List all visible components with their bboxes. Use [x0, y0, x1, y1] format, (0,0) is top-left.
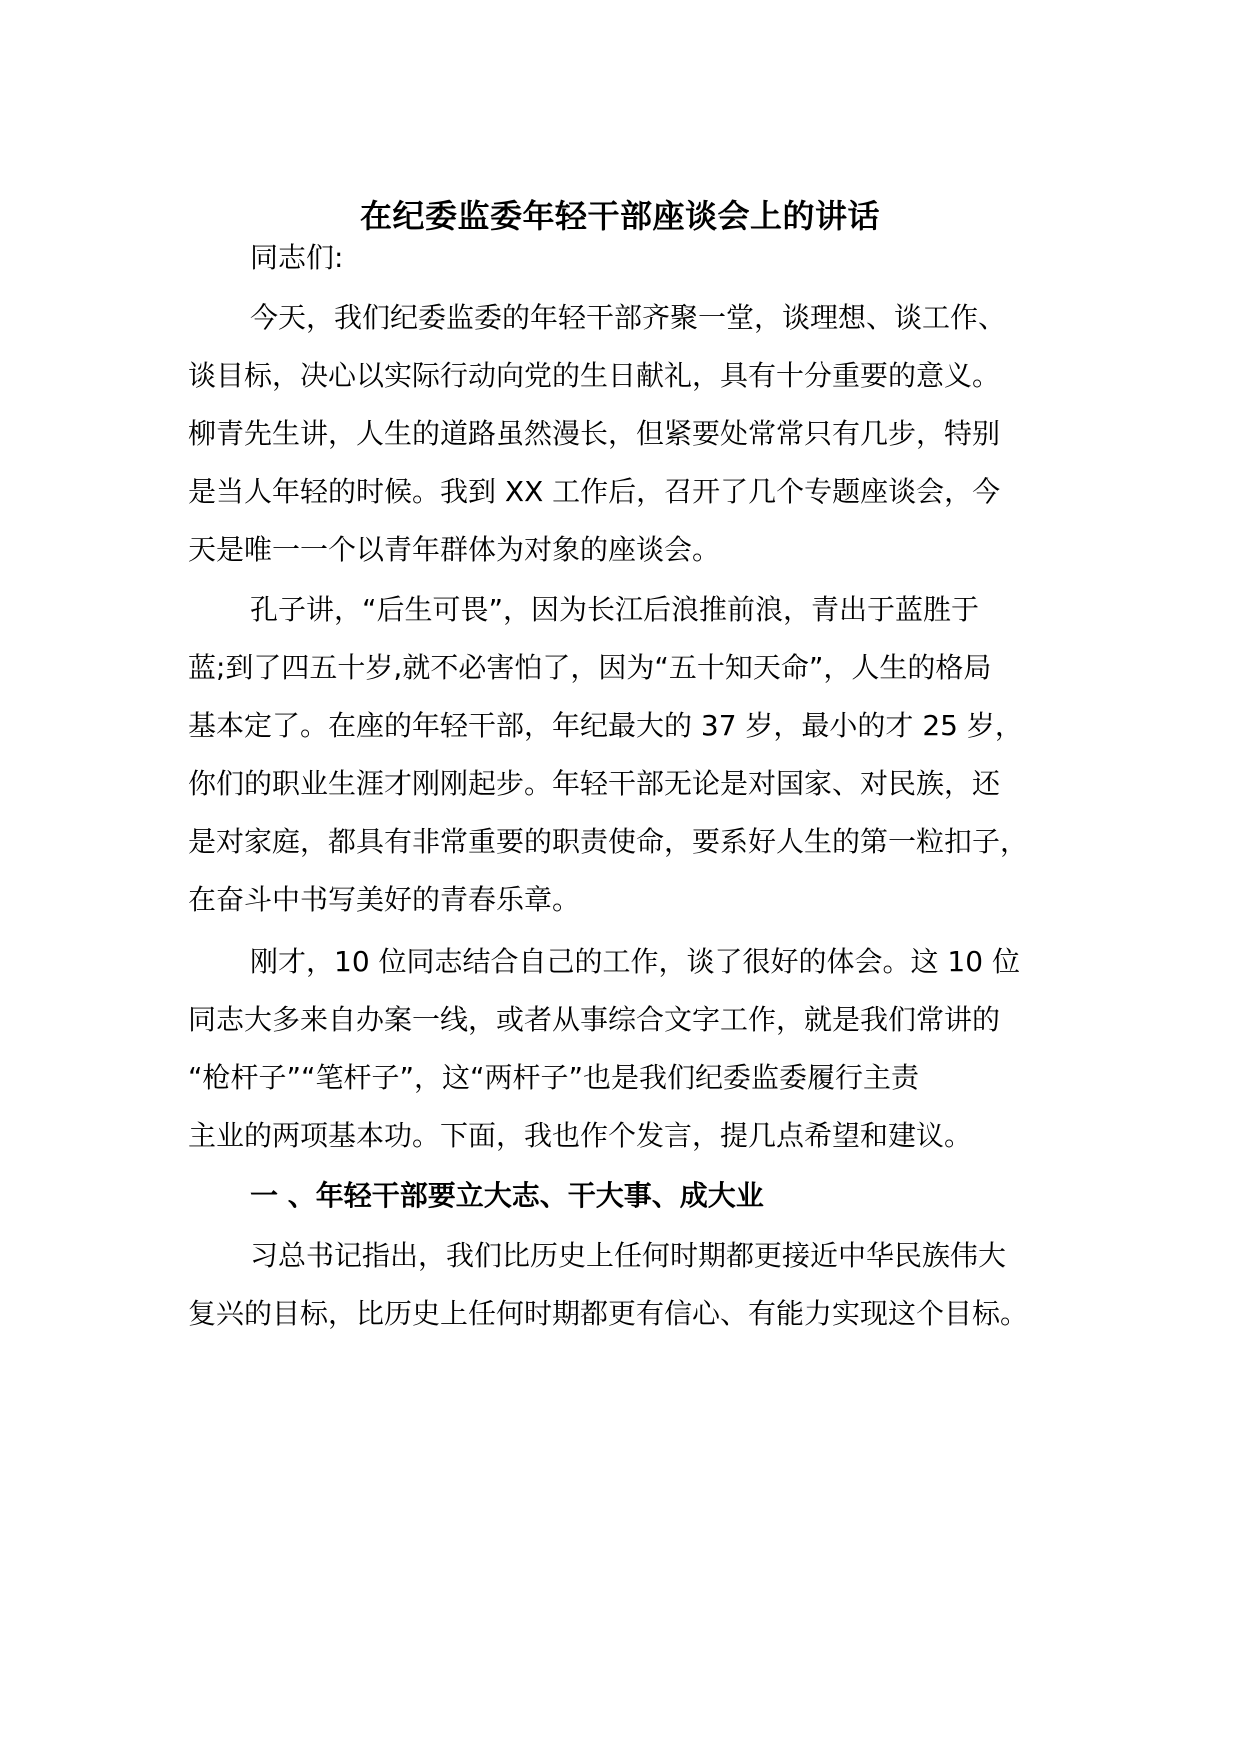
- paragraph-line: 谈目标，决心以实际行动向党的生日献礼，具有十分重要的意义。: [188, 359, 1001, 392]
- document-title: 在纪委监委年轻干部座谈会上的讲话: [359, 197, 880, 235]
- paragraph-line: 刚才，10 位同志结合自己的工作，谈了很好的体会。这 10 位: [250, 945, 1020, 978]
- paragraph-line: 习总书记指出，我们比历史上任何时期都更接近中华民族伟大: [250, 1239, 1007, 1272]
- paragraph-line: 主业的两项基本功。下面，我也作个发言，提几点希望和建议。: [188, 1119, 973, 1152]
- paragraph-line: 是当人年轻的时候。我到 XX 工作后，召开了几个专题座谈会，今: [188, 475, 1001, 508]
- paragraph-line: 在奋斗中书写美好的青春乐章。: [188, 883, 581, 916]
- salutation: 同志们:: [250, 241, 344, 274]
- paragraph-line: 柳青先生讲，人生的道路虽然漫长，但紧要处常常只有几步，特别: [188, 417, 1001, 450]
- paragraph-line: 复兴的目标，比历史上任何时期都更有信心、有能力实现这个目标。: [188, 1297, 1029, 1330]
- paragraph-line: 同志大多来自办案一线，或者从事综合文字工作，就是我们常讲的: [188, 1003, 1001, 1036]
- paragraph-line: 孔子讲，“后生可畏”，因为长江后浪推前浪，青出于蓝胜于: [250, 593, 980, 626]
- paragraph-line: 是对家庭，都具有非常重要的职责使命，要系好人生的第一粒扣子，: [188, 825, 1029, 858]
- paragraph-line: 你们的职业生涯才刚刚起步。年轻干部无论是对国家、对民族，还: [188, 767, 1001, 800]
- paragraph-line: 今天，我们纪委监委的年轻干部齐聚一堂，谈理想、谈工作、: [250, 301, 1007, 334]
- paragraph-line: 基本定了。在座的年轻干部，年纪最大的 37 岁，最小的才 25 岁，: [188, 709, 1023, 742]
- paragraph-line: “枪杆子”“笔杆子”，这“两杆子”也是我们纪委监委履行主责: [188, 1061, 920, 1094]
- section-heading: 一 、年轻干部要立大志、干大事、成大业: [250, 1179, 764, 1212]
- paragraph-line: 蓝;到了四五十岁,就不必害怕了，因为“五十知天命”，人生的格局: [188, 651, 992, 684]
- paragraph-line: 天是唯一一个以青年群体为对象的座谈会。: [188, 533, 721, 566]
